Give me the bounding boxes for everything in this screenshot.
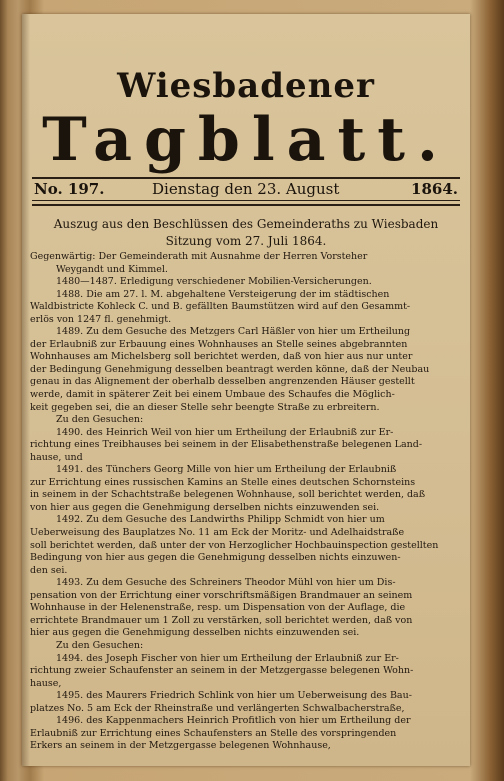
article-line: 1491. des Tünchers Georg Mille von hier um Ertheilung der Erlaubniß (56, 464, 397, 476)
masthead-rule-bottom-thin (32, 200, 460, 201)
article-line: Zu den Gesuchen: (56, 639, 144, 651)
article-line: Wohnhause in der Helenenstraße, resp. um Dispensation von der Auflage, die (30, 602, 406, 614)
issue-date: Dienstag den 23. August (152, 180, 340, 198)
article-line: hause, (30, 677, 62, 689)
article-line: erlös von 1247 fl. genehmigt. (30, 313, 172, 325)
article-line: 1492. Zu dem Gesuche des Landwirths Philipp Schmidt von hier um (56, 514, 385, 526)
article-line: 1494. des Joseph Fischer von hier um Ertheilung der Erlaubniß zur Er- (56, 652, 399, 664)
article-heading (30, 216, 462, 250)
article-line: den sei. (30, 564, 68, 576)
article-line: soll berichtet werden, daß unter der von Herzoglicher Hochbauinspection gestellten (30, 539, 439, 551)
article-line: der Bedingung Genehmigung desselben beantragt werden könne, daß der Neubau (30, 363, 430, 375)
article-line: richtung eines Treibhauses bei seinem in der Elisabethenstraße belegenen Land- (30, 439, 423, 451)
masthead-city: Wiesbadener (117, 66, 375, 106)
article-line: Bedingung von hier aus gegen die Genehmigung desselben nichts einzuwen- (30, 552, 401, 564)
article-line: Waldbistricte Kohleck C. und B. gefällten Baumstützen wird auf den Gesammt- (30, 301, 411, 313)
article-line: 1489. Zu dem Gesuche des Metzgers Carl Häßler von hier um Ertheilung (56, 326, 411, 338)
issue-year: 1864. (411, 180, 458, 198)
issue-number: No. 197. (34, 180, 105, 198)
article-line: pensation von der Errichtung einer vorschriftsmäßigen Brandmauer an seinem (30, 589, 413, 601)
article-body (30, 251, 462, 753)
masthead-rule-bottom-thick (32, 204, 460, 206)
article-line: Zu den Gesuchen: (56, 414, 144, 426)
article-line: genau in das Alignement der oberhalb desselben angrenzenden Häuser gestellt (30, 376, 415, 388)
article-line: platzes No. 5 am Eck der Rheinstraße und verlängerten Schwalbacherstraße, (30, 702, 405, 714)
article-line: 1496. des Kappenmachers Heinrich Profitlich von hier um Ertheilung der (56, 715, 411, 727)
article-line: 1488. Die am 27. l. M. abgehaltene Versteigerung der im städtischen (56, 288, 390, 300)
article-line: werde, damit in späterer Zeit bei einem Umbaue des Schaufes die Möglich- (30, 389, 395, 401)
article-line: 1495. des Maurers Friedrich Schlink von hier um Ueberweisung des Bau- (56, 690, 412, 702)
article-line: Ueberweisung des Bauplatzes No. 11 am Eck der Moritz- und Adelhaidstraße (30, 527, 405, 539)
article-line: keit gegeben sei, die an dieser Stelle sehr beengte Straße zu erbreitern. (30, 401, 380, 413)
article-line: 1480—1487. Erledigung verschiedener Mobilien-Versicherungen. (56, 276, 372, 288)
article-title: Auszug aus den Beschlüssen des Gemeinderaths zu Wiesbaden (53, 217, 439, 231)
article-line: zur Errichtung eines russischen Kamins an Stelle eines deutschen Schornsteins (30, 476, 416, 488)
binding-shadow (22, 14, 30, 766)
masthead-rule-top (32, 177, 460, 179)
article-line: Erkers an seinem in der Metzgergasse belegenen Wohnhause, (30, 740, 331, 752)
article-line: 1490. des Heinrich Weil von hier um Ertheilung der Erlaubniß zur Er- (56, 426, 394, 438)
article-line: in seinem in der Schachtstraße belegenen Wohnhause, soll berichtet werden, daß (30, 489, 426, 501)
article-line: von hier aus gegen die Genehmigung derselben nichts einzuwenden sei. (30, 501, 380, 513)
article-line: errichtete Brandmauer um 1 Zoll zu verstärken, soll berichtet werden, daß von (30, 614, 413, 626)
article-line: Weygandt und Kimmel. (56, 263, 168, 275)
article-line: Erlaubniß zur Errichtung eines Schaufensters an Stelle des vorspringenden (30, 727, 397, 739)
dateline (34, 180, 458, 200)
article-line: 1493. Zu dem Gesuche des Schreiners Theodor Mühl von hier um Dis- (56, 577, 396, 589)
newspaper-page (22, 14, 470, 766)
article-line: Gegenwärtig: Der Gemeinderath mit Ausnahme der Herren Vorsteher (30, 251, 368, 262)
article-session-date: Sitzung vom 27. Juli 1864. (165, 234, 327, 248)
article-line: hause, und (30, 451, 83, 463)
article-line: richtung zweier Schaufenster an seinem in der Metzgergasse belegenen Wohn- (30, 665, 414, 677)
article-line: Wohnhauses am Michelsberg soll berichtet werden, daß von hier aus nur unter (30, 351, 413, 363)
masthead-title: Tagblatt. (42, 105, 450, 175)
article-line: der Erlaubniß zur Erbauung eines Wohnhauses an Stelle seines abgebrannten (30, 338, 408, 350)
article-line: hier aus gegen die Genehmigung desselben nichts einzuwenden sei. (30, 627, 360, 639)
